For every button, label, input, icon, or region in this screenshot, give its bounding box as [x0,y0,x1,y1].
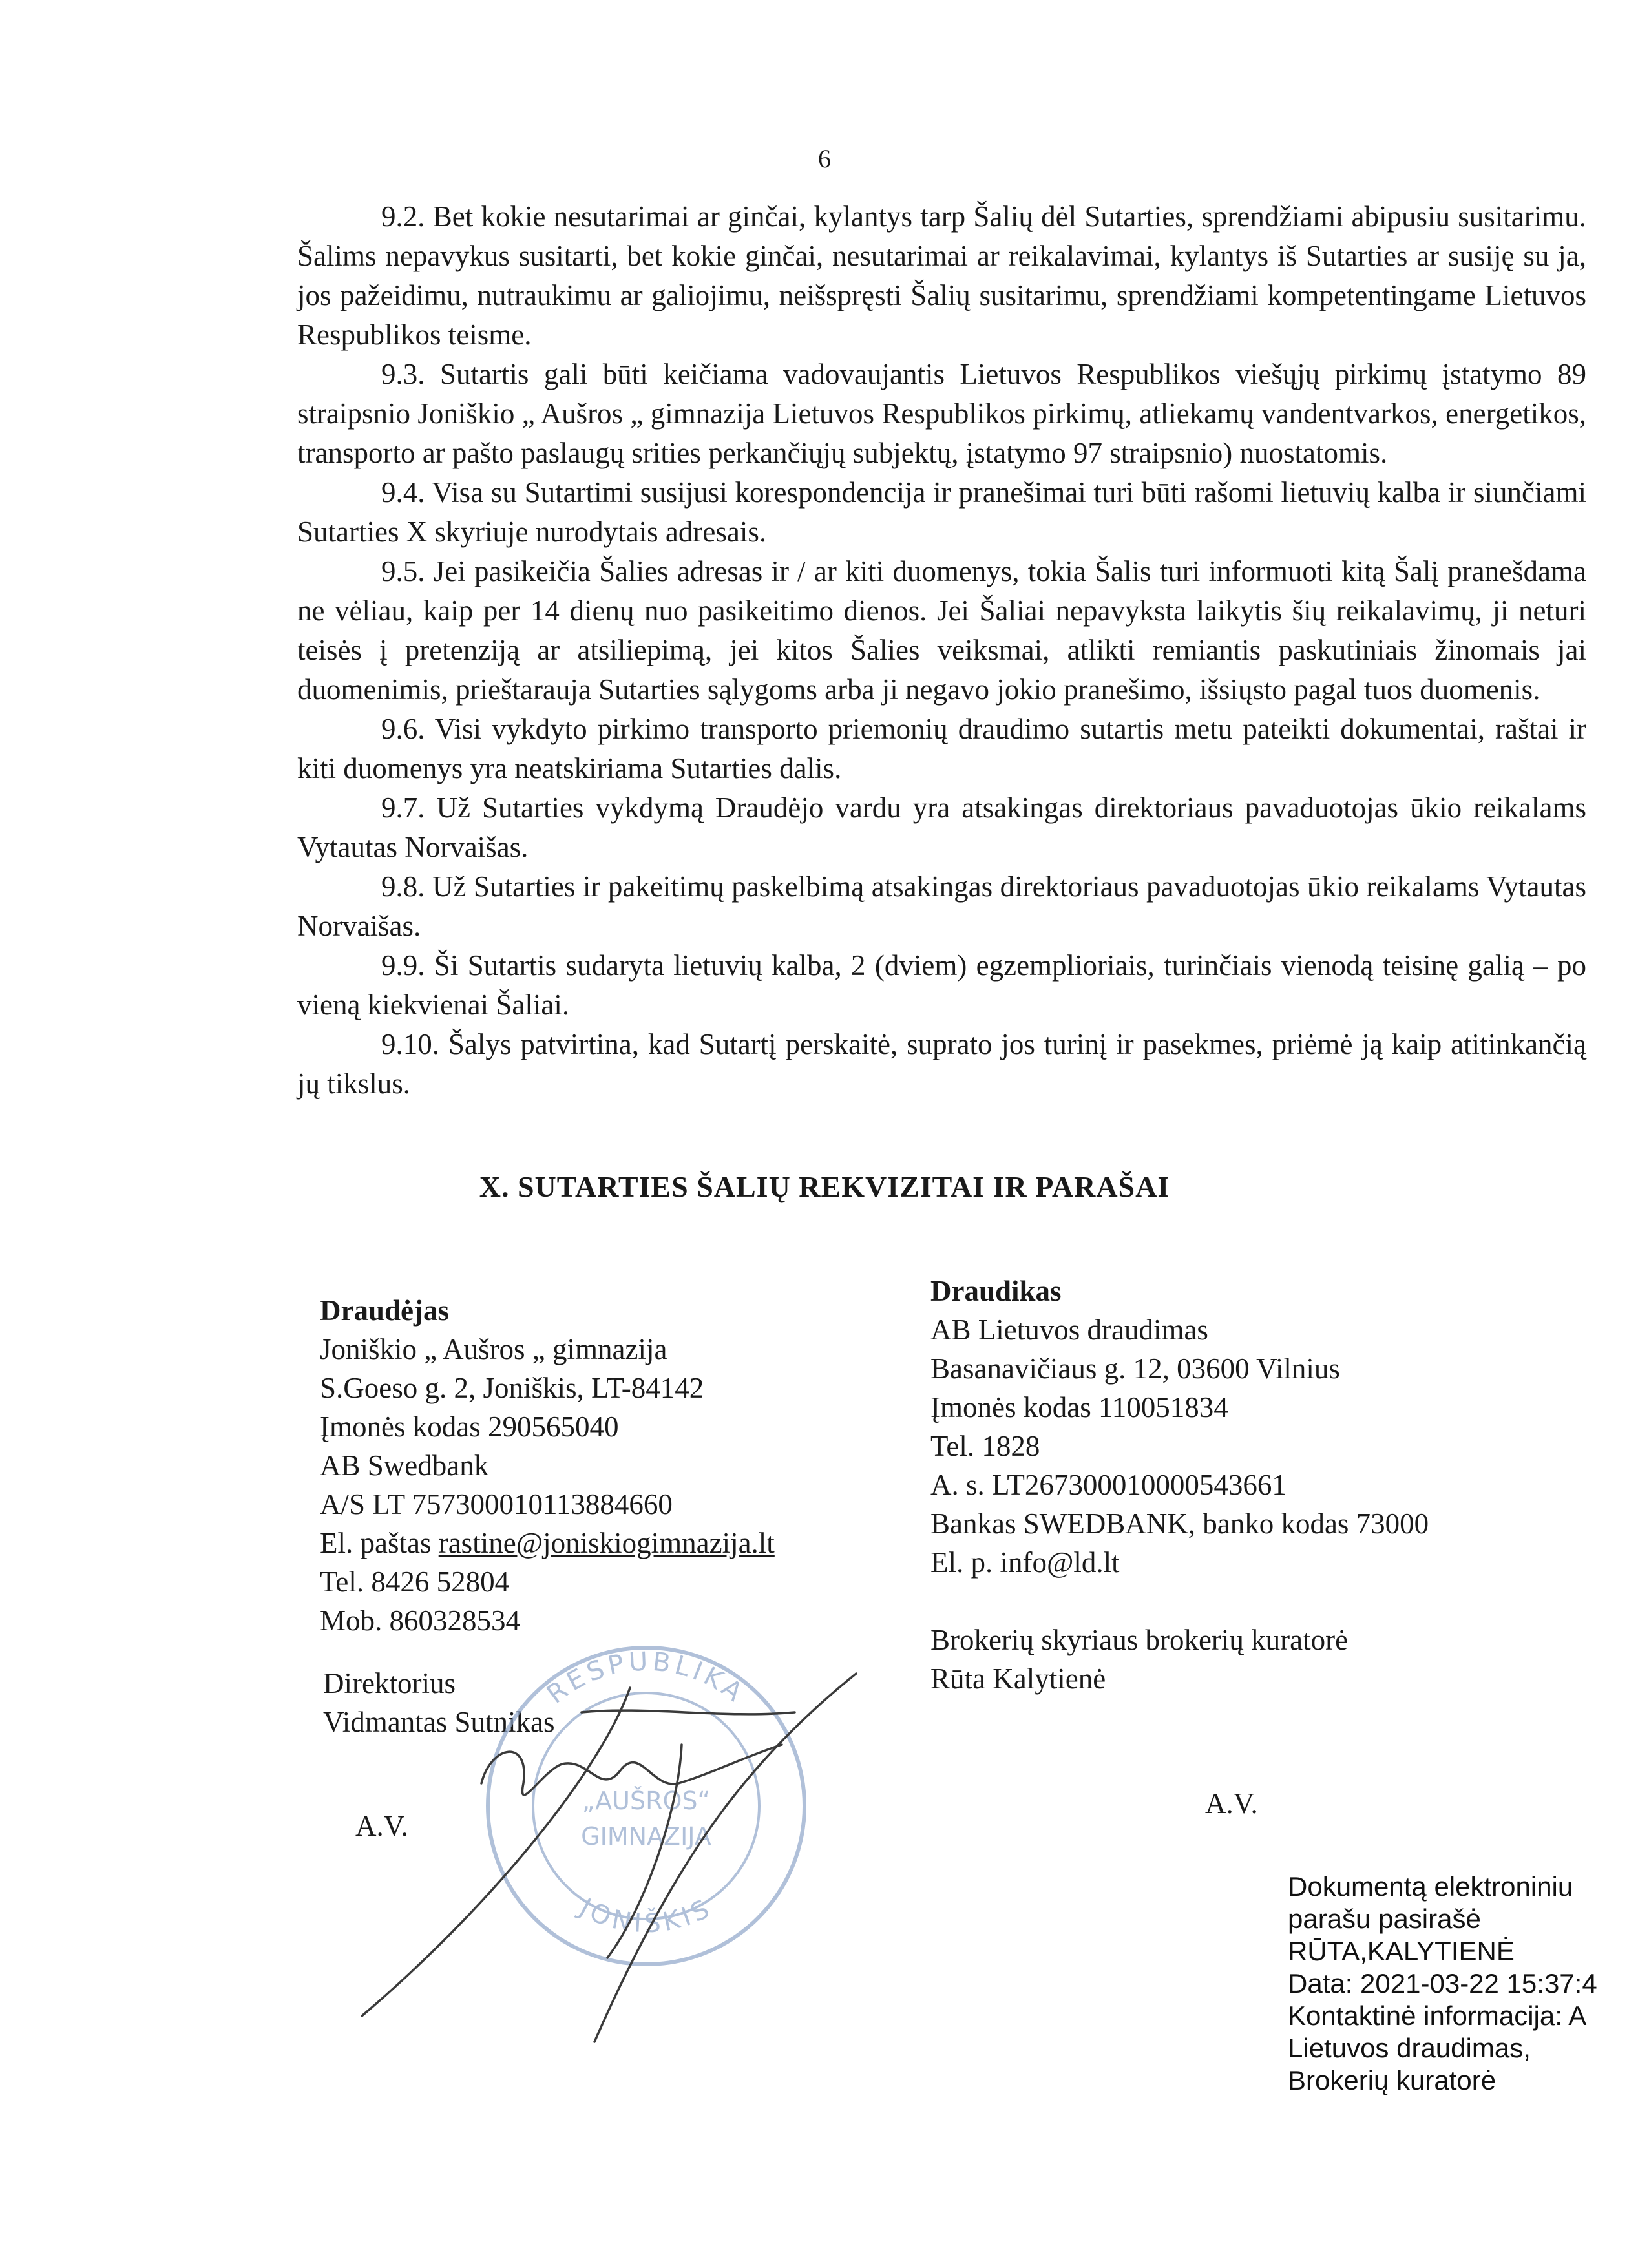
esign-line-1: Dokumentą elektroniniu [1288,1871,1573,1902]
handwritten-signature [362,1674,856,2042]
insured-signatory-name: Vidmantas Sutnikas [323,1706,555,1738]
role-word: skyriaus [1041,1624,1139,1656]
clause-9-4: 9.4. Visa su Sutartimi susijusi korespondencija ir pranešimai turi būti rašomi lietuvių kalba ir siunčiami Sutarties X skyriuje nurodytais adresais. [297,476,1586,548]
insurer-name: AB Lietuvos draudimas [930,1314,1208,1346]
insurer-bank: Bankas SWEDBANK, banko kodas 73000 [930,1507,1429,1540]
role-word: Brokerių [930,1624,1034,1656]
insured-name: Joniškio „ Aušros „ gimnazija [320,1333,667,1365]
svg-text:RESPUBLIKA [541,1646,751,1709]
insurer-phone: Tel. 1828 [930,1430,1040,1462]
clause-9-9: 9.9. Ši Sutartis sudaryta lietuvių kalba, 2 (dviem) egzemplioriais, turinčiais vienodą teisinę galią – po vieną kiekvienai Šaliai. [297,949,1586,1021]
page-number: 6 [818,144,831,173]
electronic-signature [1288,1871,1649,2097]
section-heading: X. SUTARTIES ŠALIŲ REKVIZITAI IR PARAŠAI [479,1170,1170,1203]
insurer-account: A. s. LT267300010000543661 [930,1469,1287,1501]
insurer-title: Draudikas [930,1275,1062,1307]
insurer-company-code: Įmonės kodas 110051834 [930,1391,1228,1423]
insured-email-link[interactable]: rastine@joniskiogimnazija.lt [438,1527,775,1559]
esign-line-4: Data: 2021-03-22 15:37:4 [1288,1968,1597,1999]
school-stamp [488,1646,804,1964]
clause-9-2: 9.2. Bet kokie nesutarimai ar ginčai, kylantys tarp Šalių dėl Sutarties, sprendžiami abipusiu susitarimu. Šalims nepavykus susitarti, bet kokie ginčai, nesutarimai ar reikalavimai, kylantys iš Sutarties ar susiję su ja, jos pažeidimu, nutraukimu ar galiojimu, neišspręsti Šalių susitarimu, sprendžiami kompetentingame Lietuvos Respublikos teisme. [297,200,1586,351]
esign-line-5: Kontaktinė informacija: A [1288,2000,1587,2031]
insurer-address: Basanavičiaus g. 12, 03600 Vilnius [930,1352,1340,1385]
clause-9-8: 9.8. Už Sutarties ir pakeitimų paskelbimą atsakingas direktoriaus pavaduotojas ūkio reikalams Vytautas Norvaišas. [297,870,1586,942]
stamp-text-top: RESPUBLIKA [541,1646,751,1710]
insured-phone: Tel. 8426 52804 [320,1566,510,1598]
stamp-text-bottom: JONIŠKIS [574,1893,718,1939]
clause-9-10: 9.10. Šalys patvirtina, kad Sutartį perskaitė, suprato jos turinį ir pasekmes, priėmė ją kaip atitinkančią jų tikslus. [297,1028,1586,1100]
clause-9-7: 9.7. Už Sutarties vykdymą Draudėjo vardu yra atsakingas direktoriaus pavaduotojas ūkio reikalams Vytautas Norvaišas. [297,792,1586,863]
insurer-stamp-label: A.V. [1205,1787,1258,1820]
insurer-email: El. p. info@ld.lt [930,1546,1120,1579]
role-word: brokerių [1145,1624,1244,1656]
insurer-signatory-name: Rūta Kalytienė [930,1663,1106,1695]
insured-address: S.Goeso g. 2, Joniškis, LT-84142 [320,1372,704,1404]
role-word: kuratorė [1251,1624,1349,1656]
esign-line-7: Brokerių kuratorė [1288,2065,1497,2095]
esign-line-2: parašu pasirašė [1288,1904,1481,1934]
insured-email-label: El. paštas [320,1527,432,1559]
clause-9-5: 9.5. Jei pasikeičia Šalies adresas ir / ar kiti duomenys, tokia Šalis turi informuoti kitą Šalį pranešdama ne vėliau, kaip per 14 dienų nuo pasikeitimo dienos. Jei Šaliai nepavyksta laikytis šių reikalavimų, ji neturi teisės į pretenziją ar atsiliepimą, jei kitos Šalies veiksmai, atlikti remiantis paskutiniais žinomais jai duomenimis, prieštarauja Sutarties sąlygoms arba ji negavo jokio pranešimo, išsiųsto pagal tuos duomenis. [297,555,1586,706]
insured-mobile: Mob. 860328534 [320,1604,521,1637]
stamp-text-center-1: „AUŠROS“ [582,1787,711,1815]
esign-line-6: Lietuvos draudimas, [1288,2033,1531,2063]
esign-line-3: RŪTA,KALYTIENĖ [1288,1936,1515,1966]
insured-signatory-role: Direktorius [323,1667,456,1699]
insured-account: A/S LT 757300010113884660 [320,1488,673,1520]
insured-bank: AB Swedbank [320,1449,489,1482]
svg-text:JONIŠKIS [573,1892,717,1939]
insured-stamp-label: A.V. [355,1810,408,1842]
insured-company-code: Įmonės kodas 290565040 [320,1411,619,1443]
clause-9-6: 9.6. Visi vykdyto pirkimo transporto priemonių draudimo sutartis metu pateikti dokumentai, raštai ir kiti duomenys yra neatskiriama Sutarties dalis. [297,713,1586,784]
insured-title: Draudėjas [320,1294,449,1327]
clause-9-3: 9.3. Sutartis gali būti keičiama vadovaujantis Lietuvos Respublikos viešųjų pirkimų įstatymo 89 straipsnio Joniškio „ Aušros „ gimnazija Lietuvos Respublikos pirkimų, atliekamų vandentvarkos, energetikos, transporto ar pašto paslaugų srities perkančiųjų subjektų, įstatymo 97 straipsnio) nuostatomis. [297,358,1586,469]
stamp-text-center-2: GIMNAZIJA [581,1822,711,1851]
